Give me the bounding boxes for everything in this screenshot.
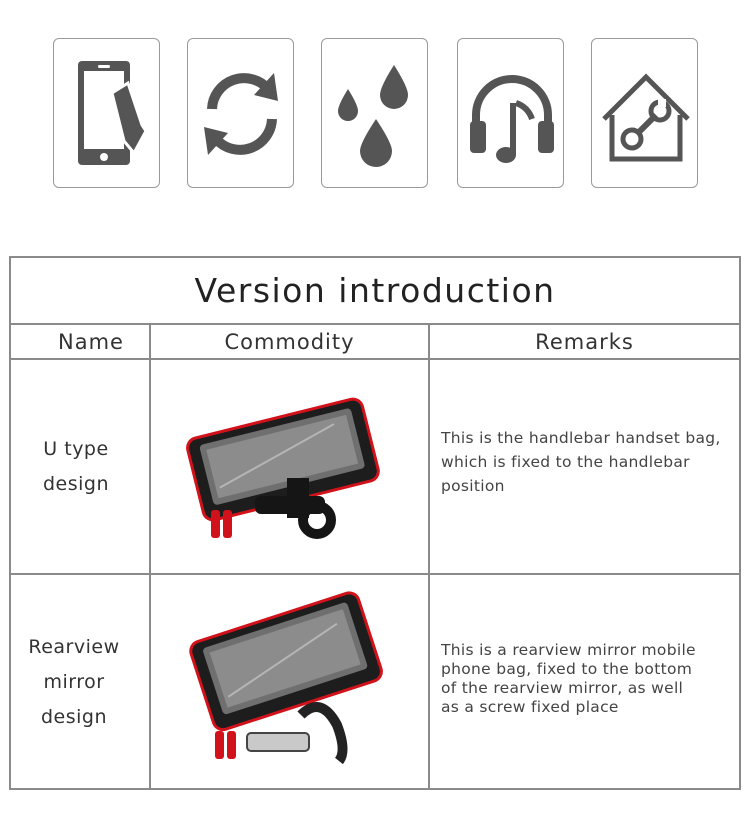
row-remark-line: which is fixed to the handlebar — [441, 453, 690, 471]
row-name — [11, 360, 141, 573]
row-name-line: design — [42, 472, 110, 495]
feature-repair — [591, 38, 698, 188]
row-remark-line: This is the handlebar handset bag, — [441, 429, 721, 447]
row-name-line: U type — [43, 437, 109, 460]
header-remarks: Remarks — [535, 329, 634, 354]
version-table — [9, 256, 741, 790]
feature-audio — [457, 38, 564, 188]
row-remark-line: of the rearview mirror, as well — [441, 679, 684, 697]
touch-screen-phone-icon — [54, 39, 161, 189]
row-name-line: Rearview — [28, 636, 120, 658]
row-remark-line: This is a rearview mirror mobile — [441, 641, 696, 659]
feature-touch-screen — [53, 38, 160, 188]
row-remark-line: phone bag, fixed to the bottom — [441, 660, 693, 678]
feature-waterproof — [321, 38, 428, 188]
home-repair-icon — [592, 39, 699, 189]
divider — [428, 323, 430, 788]
row-remark-line: as a screw fixed place — [441, 698, 619, 716]
headphones-music-icon — [458, 39, 565, 189]
row-name-line: design — [40, 706, 108, 728]
row-name-line: mirror — [43, 671, 105, 693]
table-title: Version introduction — [194, 271, 556, 310]
rotate-icon — [188, 39, 295, 189]
row-remark — [441, 641, 696, 717]
row-name — [11, 575, 137, 790]
header-commodity: Commodity — [224, 329, 355, 354]
handlebar-phone-bag-image — [151, 360, 428, 573]
feature-rotation — [187, 38, 294, 188]
rearview-mirror-phone-bag-image — [151, 575, 428, 790]
header-name: Name — [58, 329, 124, 354]
row-remark — [441, 426, 721, 498]
water-drops-icon — [322, 39, 429, 189]
row-remark-line: position — [441, 477, 505, 495]
